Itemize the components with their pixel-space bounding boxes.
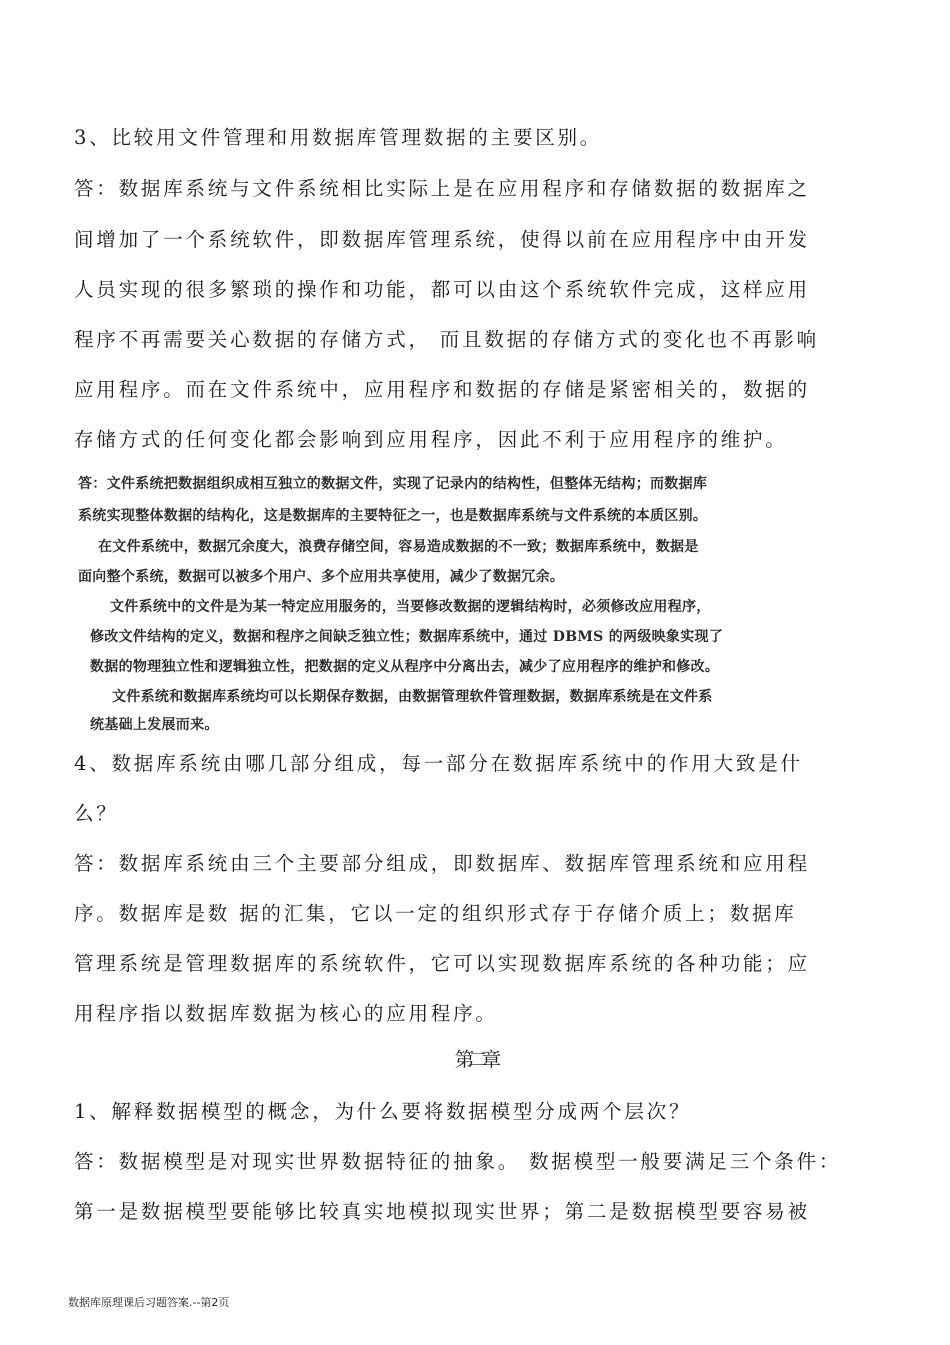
answer-4-line-2: 序。数据库是数 据的汇集，它以一定的组织形式存于存储介质上；数据库 [74,902,797,925]
page-footer: 数据库原理课后习题答案.--第2页 [68,1296,230,1309]
answer-3-line-1: 答：数据库系统与文件系统相比实际上是在应用程序和存储数据的数据库之 [74,177,810,200]
answer-3-line-3: 人员实现的很多繁琐的操作和功能，都可以由这个系统软件完成，这样应用 [74,278,810,301]
question-4-line-2: 么？ [74,802,119,825]
chapter-question-1: 1、解释数据模型的概念，为什么要将数据模型分成两个层次？ [74,1100,692,1123]
question-4-line-1: 4、数据库系统由哪几部分组成，每一部分在数据库系统中的作用大致是什 [74,752,803,775]
answer-3-line-2: 间增加了一个系统软件，即数据库管理系统，使得以前在应用程序中由开发 [74,228,810,251]
chapter-answer-line-2: 第一是数据模型要能够比较真实地模拟现实世界；第二是数据模型要容易被 [74,1200,810,1223]
inset-line-8: 文件系统和数据库系统均可以长期保存数据，由数据管理软件管理数据，数据库系统是在文件系 [112,689,713,705]
inset-line-3: 在文件系统中，数据冗余度大，浪费存储空间，容易造成数据的不一致；数据库系统中，数据是 [98,539,699,555]
chapter-title: 第二章 [454,1048,496,1071]
answer-4-line-4: 用程序指以数据库数据为核心的应用程序。 [74,1002,498,1025]
inset-line-9: 统基础上发展而来。 [90,717,219,733]
inset-line-1: 答：文件系统把数据组织成相互独立的数据文件，实现了记录内的结构性，但整体无结构；而数据库 [78,476,708,492]
question-3: 3、比较用文件管理和用数据库管理数据的主要区别。 [74,126,603,149]
answer-4-line-1: 答：数据库系统由三个主要部分组成，即数据库、数据库管理系统和应用程 [74,852,810,875]
chapter-answer-line-1: 答：数据模型是对现实世界数据特征的抽象。 数据模型一般要满足三个条件： [74,1150,842,1173]
answer-3-line-5: 应用程序。而在文件系统中，应用程序和数据的存储是紧密相关的，数据的 [74,378,810,401]
inset-line-6: 修改文件结构的定义，数据和程序之间缺乏独立性；数据库系统中，通过 DBMS 的两级映象实现了 [90,629,724,645]
inset-line-5: 文件系统中的文件是为某一特定应用服务的，当要修改数据的逻辑结构时，必须修改应用程序， [110,599,711,615]
answer-3-line-4: 程序不再需要关心数据的存储方式， 而且数据的存储方式的变化也不再影响 [74,328,819,351]
answer-4-line-3: 管理系统是管理数据库的系统软件，它可以实现数据库系统的各种功能；应 [74,952,810,975]
inset-line-2: 系统实现整体数据的结构化，这是数据库的主要特征之一，也是数据库系统与文件系统的本质区别。 [78,508,708,524]
answer-3-line-6: 存储方式的任何变化都会影响到应用程序，因此不利于应用程序的维护。 [74,428,788,451]
inset-line-4: 面向整个系统，数据可以被多个用户、多个应用共享使用，减少了数据冗余。 [78,569,565,585]
inset-line-7: 数据的物理独立性和逻辑独立性，把数据的定义从程序中分离出去，减少了应用程序的维护和修改。 [90,659,720,675]
